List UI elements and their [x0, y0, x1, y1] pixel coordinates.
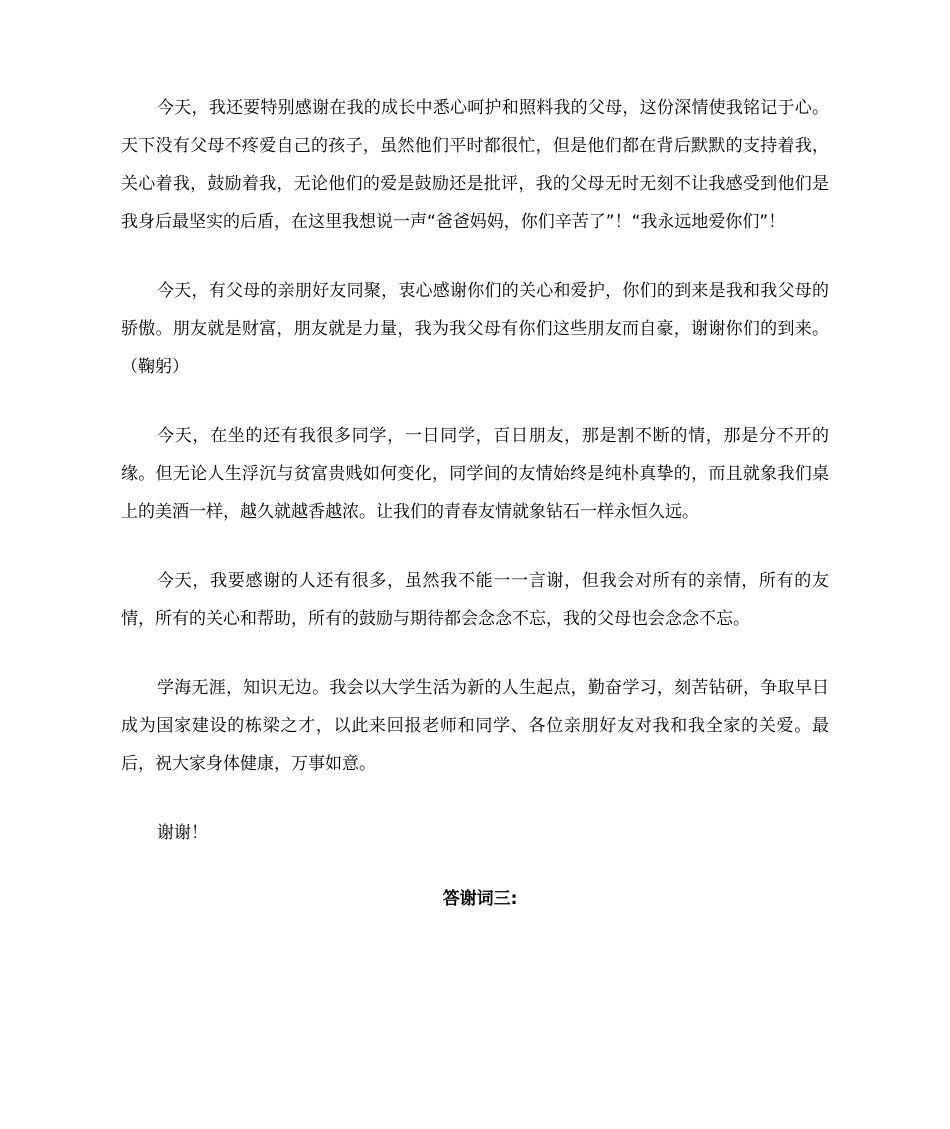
- paragraph-thanks-classmates: 今天，在坐的还有我很多同学，一日同学，百日朋友，那是割不断的情，那是分不开的缘。但无论人生浮沉与贫富贵贱如何变化，同学间的友情始终是纯朴真挚的，而且就象我们桌上的美酒一样，越久就越香越浓。让我们的青春友情就象钻石一样永恒久远。: [121, 426, 829, 522]
- paragraph-thanks-relatives: 今天，有父母的亲朋好友同聚，衷心感谢你们的关心和爱护，你们的到来是我和我父母的骄傲。朋友就是财富，朋友就是力量，我为我父母有你们这些朋友而自豪，谢谢你们的到来。（鞠躬）: [121, 281, 829, 377]
- section-heading: 答谢词三:: [442, 889, 518, 909]
- paragraph-thanks-everyone: 今天，我要感谢的人还有很多，虽然我不能一一言谢，但我会对所有的亲情，所有的友情，所有的关心和帮助，所有的鼓励与期待都会念念不忘，我的父母也会念念不忘。: [121, 571, 829, 629]
- paragraph-thank-you: 谢谢！: [157, 823, 208, 843]
- document-page: [121, 89, 829, 918]
- paragraph-closing-wishes: 学海无涯，知识无边。我会以大学生活为新的人生起点，勤奋学习，刻苦钻研，争取早日成为国家建设的栋梁之才，以此来回报老师和同学、各位亲朋好友对我和我全家的关爱。最后，祝大家身体健康，万事如意。: [121, 678, 829, 774]
- paragraph-thanks-parents: 今天，我还要特别感谢在我的成长中悉心呵护和照料我的父母，这份深情使我铭记于心。天下没有父母不疼爱自己的孩子，虽然他们平时都很忙，但是他们都在背后默默的支持着我，关心着我，鼓励着我，无论他们的爱是鼓励还是批评，我的父母无时无刻不让我感受到他们是我身后最坚实的后盾，在这里我想说一声“爸爸妈妈，你们辛苦了”！“我永远地爱你们”！: [121, 98, 829, 232]
